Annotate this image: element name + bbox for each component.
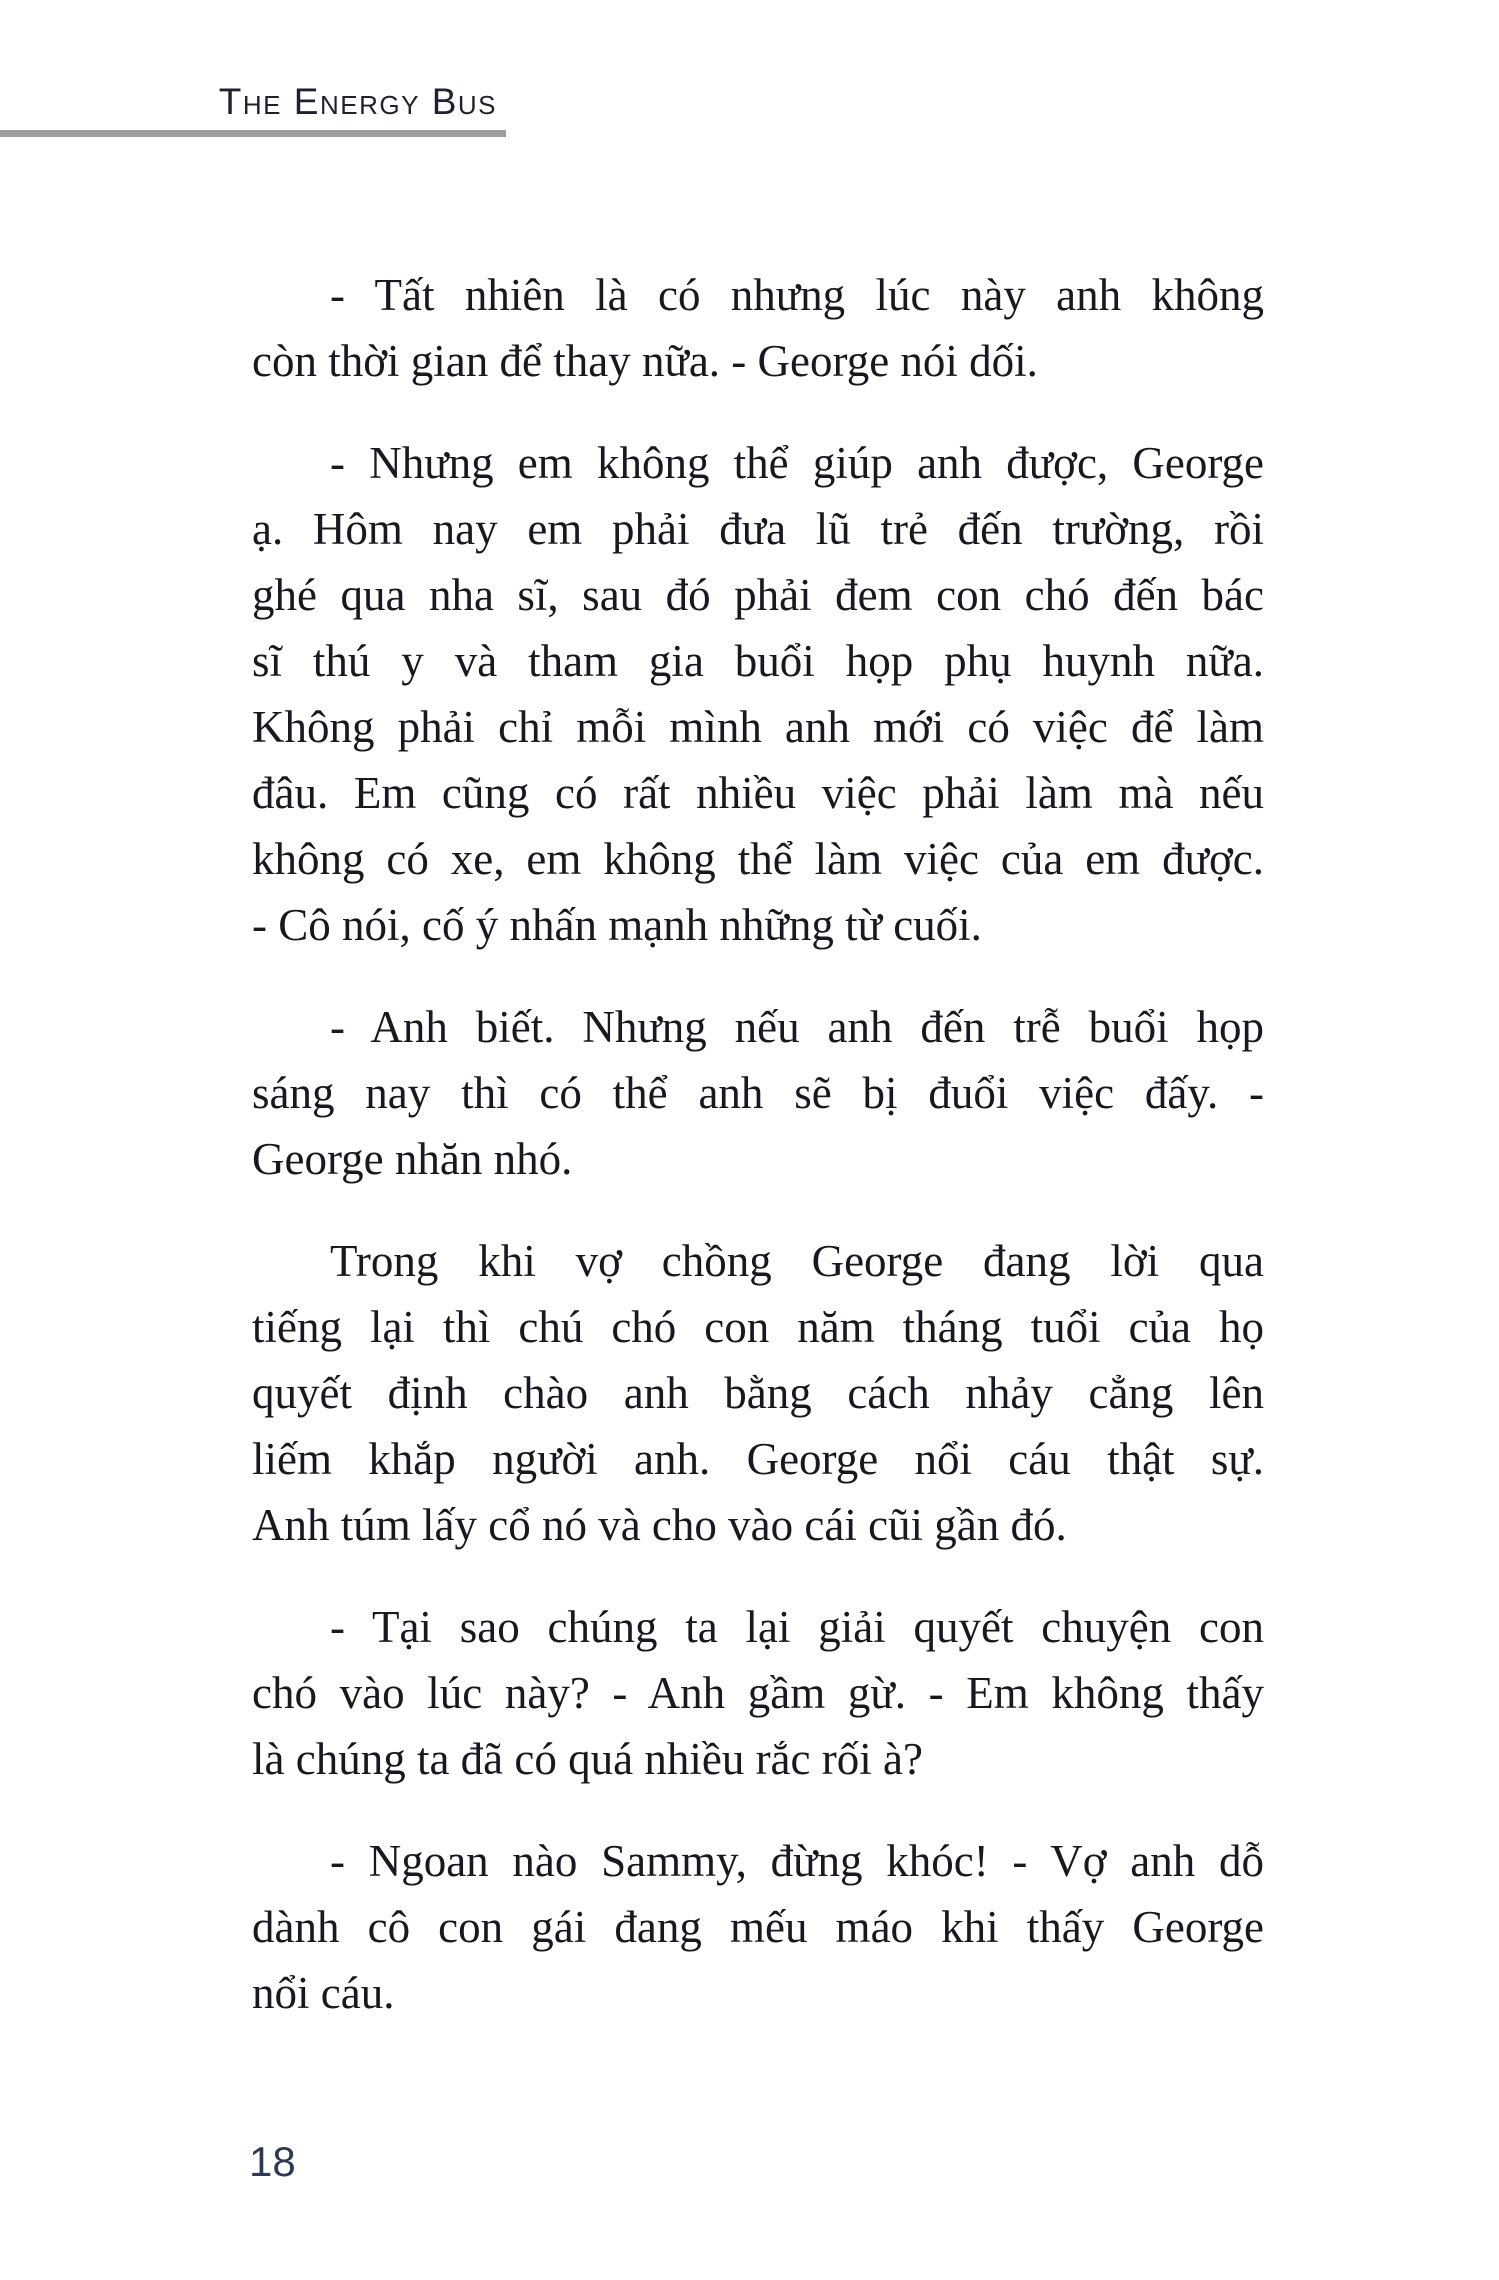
running-header-title: The Energy Bus — [218, 81, 497, 122]
text-line: chó vào lúc này? - Anh gầm gừ. - Em không thấy — [252, 1668, 1264, 1718]
text-line: là chúng ta đã có quá nhiều rắc rối à? — [252, 1734, 923, 1784]
text-line: dành cô con gái đang mếu máo khi thấy George — [252, 1902, 1264, 1952]
paragraph — [252, 994, 1264, 1192]
text-line: Anh túm lấy cổ nó và cho vào cái cũi gần đó. — [252, 1500, 1067, 1550]
text-line: tiếng lại thì chú chó con năm tháng tuổi của họ — [252, 1302, 1264, 1352]
text-line: liếm khắp người anh. George nổi cáu thật sự. — [252, 1434, 1264, 1484]
paragraph — [252, 1228, 1264, 1558]
text-line: - Ngoan nào Sammy, đừng khóc! - Vợ anh dỗ — [330, 1836, 1264, 1886]
text-line: Trong khi vợ chồng George đang lời qua — [330, 1236, 1264, 1286]
header-rule — [0, 130, 506, 137]
paragraph — [252, 1828, 1264, 2026]
paragraph — [252, 430, 1264, 958]
text-line: - Nhưng em không thể giúp anh được, George — [330, 438, 1264, 488]
text-line: - Cô nói, cố ý nhấn mạnh những từ cuối. — [252, 900, 982, 950]
text-line: George nhăn nhó. — [252, 1134, 573, 1184]
text-line: - Tất nhiên là có nhưng lúc này anh không — [330, 270, 1264, 320]
text-line: sĩ thú y và tham gia buổi họp phụ huynh nữa. — [252, 636, 1264, 686]
paragraph — [252, 1594, 1264, 1792]
text-line: sáng nay thì có thể anh sẽ bị đuổi việc đấy. - — [252, 1068, 1264, 1118]
paragraph — [252, 262, 1264, 394]
text-line: không có xe, em không thể làm việc của em được. — [252, 834, 1264, 884]
text-line: quyết định chào anh bằng cách nhảy cẳng lên — [252, 1368, 1264, 1418]
text-line: đâu. Em cũng có rất nhiều việc phải làm mà nếu — [252, 768, 1264, 818]
text-line: ghé qua nha sĩ, sau đó phải đem con chó đến bác — [252, 570, 1264, 620]
running-header — [0, 82, 497, 123]
text-line: nổi cáu. — [252, 1968, 395, 2018]
text-line: còn thời gian để thay nữa. - George nói dối. — [252, 336, 1038, 386]
text-line: - Anh biết. Nhưng nếu anh đến trễ buổi họp — [330, 1002, 1264, 1052]
page-body — [252, 262, 1264, 2062]
text-line: ạ. Hôm nay em phải đưa lũ trẻ đến trường, rồi — [252, 504, 1264, 554]
text-line: - Tại sao chúng ta lại giải quyết chuyện con — [330, 1602, 1264, 1652]
page-number: 18 — [249, 2138, 296, 2185]
text-line: Không phải chỉ mỗi mình anh mới có việc để làm — [252, 702, 1264, 752]
